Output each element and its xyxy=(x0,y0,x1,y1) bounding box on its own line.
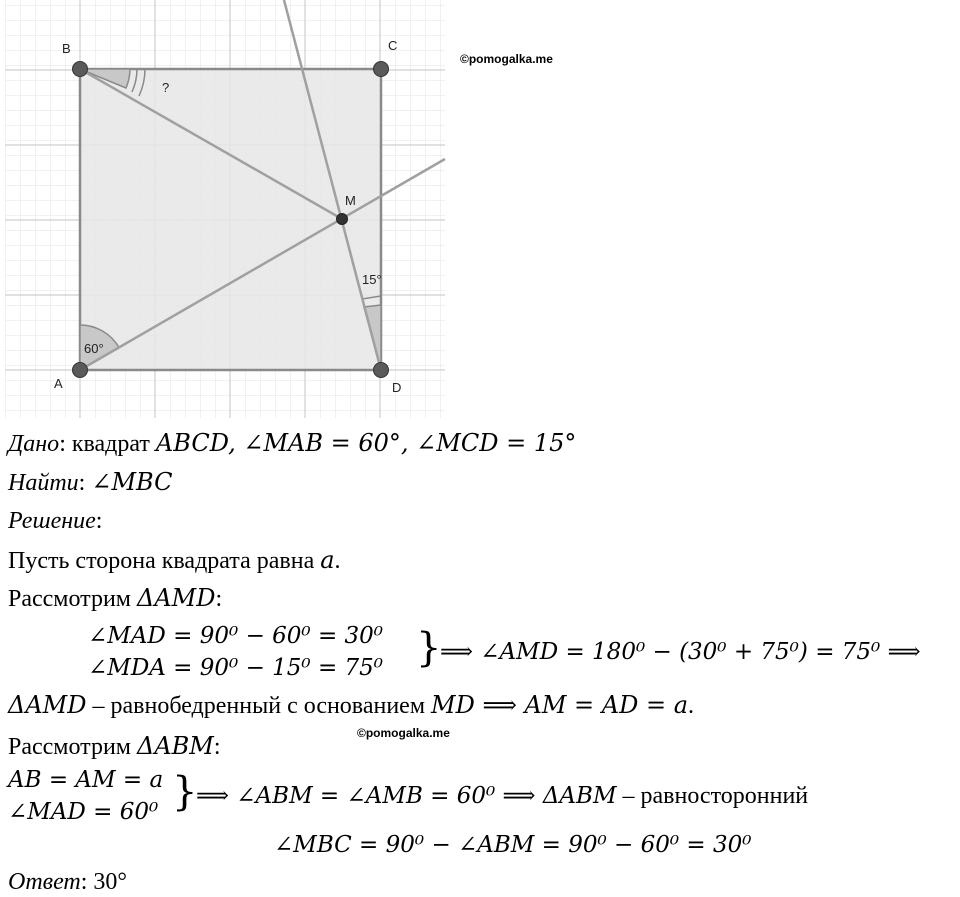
find-label: Найти xyxy=(8,470,79,496)
square-abcd xyxy=(80,69,381,370)
point-b xyxy=(73,62,88,77)
point-a xyxy=(73,363,88,378)
label-a: A xyxy=(54,376,63,391)
solution-label: Решение xyxy=(8,508,96,534)
point-m xyxy=(337,214,348,225)
consider-amd-end: : xyxy=(215,586,223,612)
consider-amd-text: Рассмотрим xyxy=(8,586,137,612)
label-b: B xyxy=(62,41,71,56)
isosceles-end: . xyxy=(688,693,695,719)
find-math: ∠MBC xyxy=(91,468,173,496)
point-d xyxy=(374,363,389,378)
isosceles-text: – равнобедренный с основанием xyxy=(86,693,432,719)
watermark-top: ©pomogalka.me xyxy=(460,52,553,66)
label-m: M xyxy=(345,193,356,208)
consider-abm-end: : xyxy=(213,734,221,760)
given-text: : квадрат xyxy=(59,431,156,457)
side-line xyxy=(8,545,341,576)
isosceles-math1: ΔAMD xyxy=(8,691,87,719)
sys2-row1: AB = AM = a xyxy=(8,767,164,793)
side-math: a xyxy=(320,546,335,574)
sys2-result-math: ⟹ ∠ABM = ∠AMB = 60⁰ ⟹ ΔABM xyxy=(196,783,617,809)
sys1-row2: ∠MDA = 90⁰ − 15⁰ = 75⁰ xyxy=(88,655,384,681)
solution-line xyxy=(8,506,102,536)
label-d: D xyxy=(392,380,402,395)
isosceles-line xyxy=(8,690,694,721)
given-line xyxy=(8,428,576,459)
geometry-figure xyxy=(0,0,450,420)
side-end: . xyxy=(334,548,341,574)
consider-abm-text: Рассмотрим xyxy=(8,734,137,760)
consider-amd-line xyxy=(8,583,222,614)
sys1-row1: ∠MAD = 90⁰ − 60⁰ = 30⁰ xyxy=(88,623,384,649)
isosceles-math2: MD ⟹ AM = AD = a xyxy=(431,691,689,719)
find-line xyxy=(8,467,172,498)
point-c xyxy=(374,62,389,77)
consider-abm-line xyxy=(8,731,221,762)
answer-label: Ответ xyxy=(8,869,81,895)
given-label: Дано xyxy=(8,431,60,457)
given-math: ABCD, ∠MAB = 60°, ∠MCD = 15° xyxy=(155,429,577,457)
sys2-row2: ∠MAD = 60⁰ xyxy=(8,799,159,825)
answer-line xyxy=(8,867,127,897)
label-question: ? xyxy=(162,80,170,95)
find-text: : xyxy=(78,470,92,496)
label-c: C xyxy=(388,38,398,53)
watermark-middle: ©pomogalka.me xyxy=(357,726,450,740)
answer-text: : 30° xyxy=(80,869,128,895)
label-15: 15° xyxy=(362,272,382,287)
sys2-brace: } xyxy=(172,769,198,815)
consider-abm-math: ΔABM xyxy=(137,732,214,760)
side-text: Пусть сторона квадрата равна xyxy=(8,548,321,574)
sys1-brace: } xyxy=(416,625,442,671)
consider-amd-math: ΔAMD xyxy=(137,584,216,612)
final-equation: ∠MBC = 90⁰ − ∠ABM = 90⁰ − 60⁰ = 30⁰ xyxy=(274,832,752,858)
label-60: 60° xyxy=(84,341,104,356)
sys2-result xyxy=(196,781,808,811)
solution-text: : xyxy=(95,508,103,534)
sys1-result: ⟹ ∠AMD = 180⁰ − (30⁰ + 75⁰) = 75⁰ ⟹ xyxy=(440,639,921,665)
sys2-result-text: – равносторонний xyxy=(616,783,809,809)
